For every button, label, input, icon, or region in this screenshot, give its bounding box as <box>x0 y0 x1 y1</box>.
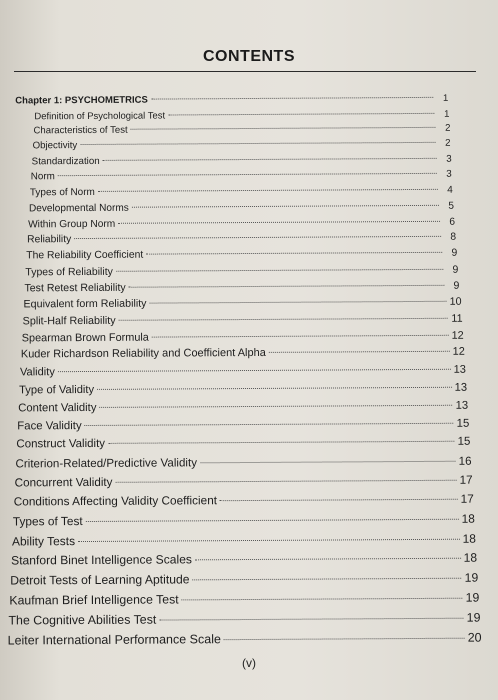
toc-entry <box>25 264 458 279</box>
toc-entry-label: Face Validity <box>17 420 82 433</box>
toc-entry-page: 3 <box>446 168 452 180</box>
toc-entry <box>15 474 473 490</box>
dot-leader <box>200 461 456 464</box>
toc-entry-label: Standardization <box>31 155 100 168</box>
toc-entry-page: 9 <box>451 247 458 259</box>
toc-entry <box>19 382 467 397</box>
dot-leader <box>151 97 434 100</box>
toc-entry <box>32 154 452 168</box>
toc-entry-page: 6 <box>449 216 456 228</box>
toc-entry-page: 1 <box>442 92 449 104</box>
toc-entry <box>12 532 476 549</box>
toc-entry-label: Ability Tests <box>11 534 76 549</box>
dot-leader <box>118 221 440 224</box>
toc-entry <box>23 296 461 311</box>
toc-entry-label: Conditions Affecting Validity Coefficient <box>13 493 218 509</box>
dot-leader <box>149 301 446 304</box>
toc-entry-page: 19 <box>466 610 481 625</box>
toc-entry-label: Detroit Tests of Learning Aptitude <box>10 572 190 588</box>
page-number-footer: (v) <box>242 656 256 670</box>
toc-entry-chapter-1 <box>15 93 448 107</box>
toc-entry <box>27 232 456 246</box>
toc-entry-page: 2 <box>445 122 451 134</box>
toc-entry <box>31 169 452 183</box>
toc-entry-label: Equivalent form Reliability <box>23 297 147 311</box>
dot-leader <box>269 351 450 353</box>
dot-leader <box>146 252 442 255</box>
toc-entry-page: 13 <box>453 363 466 376</box>
toc-entry <box>23 313 463 328</box>
dot-leader <box>195 558 461 561</box>
toc-entry-page: 8 <box>450 231 457 243</box>
toc-entry <box>9 591 479 608</box>
toc-entry-label: The Reliability Coefficient <box>26 249 144 262</box>
toc-entry-label: Kuder Richardson Reliability and Coefficient Alpha <box>20 346 266 361</box>
toc-entry-page: 20 <box>467 630 482 645</box>
toc-entry <box>26 248 457 262</box>
toc-entry-label: Construct Validity <box>16 437 106 451</box>
toc-entry-label: Types of Reliability <box>25 265 113 279</box>
toc-entry <box>15 455 471 471</box>
dot-leader <box>152 335 449 338</box>
toc-entry-label: Content Validity <box>18 401 97 415</box>
toc-entry-label: Reliability <box>27 234 72 246</box>
toc-entry <box>34 109 449 123</box>
toc-entry-label: Test Retest Reliability <box>24 281 126 295</box>
toc-entry-page: 15 <box>457 435 471 448</box>
toc-entry-page: 18 <box>462 531 477 546</box>
dot-leader <box>168 113 434 116</box>
dot-leader <box>220 499 458 501</box>
dot-leader <box>85 423 454 426</box>
toc-entry-label: Objectivity <box>32 140 78 152</box>
toc-entry <box>10 571 478 588</box>
toc-entry-label: Within Group Norm <box>28 218 116 231</box>
toc-entry-label: Validity <box>19 366 55 379</box>
toc-entry-page: 19 <box>465 590 480 605</box>
toc-entry-page: 18 <box>463 550 478 565</box>
toc-entry-page: 4 <box>447 184 453 196</box>
dot-leader <box>193 578 462 581</box>
toc-entry <box>30 185 453 199</box>
dot-leader <box>182 598 463 601</box>
dot-leader <box>98 189 438 192</box>
toc-entry <box>33 123 450 137</box>
dot-leader <box>58 173 437 176</box>
toc-entry-label: Split-Half Reliability <box>22 314 116 328</box>
toc-entry-label: The Cognitive Abilities Test <box>8 612 157 628</box>
toc-entry-page: 2 <box>445 137 451 149</box>
toc-entry <box>13 512 475 529</box>
toc-entry <box>24 280 459 295</box>
toc-entry-page: 13 <box>454 381 468 394</box>
toc-entry-page: 17 <box>460 491 474 506</box>
dot-leader <box>115 480 456 483</box>
toc-entry <box>33 138 451 152</box>
toc-entry <box>29 201 454 215</box>
toc-entry <box>20 364 466 379</box>
toc-entry-page: 18 <box>461 511 475 526</box>
toc-entry-label: Developmental Norms <box>28 202 129 215</box>
toc-entry-label: Characteristics of Test <box>33 124 128 137</box>
toc-entry-page: 3 <box>446 153 452 165</box>
dot-leader <box>116 269 443 272</box>
toc-entry <box>14 492 474 509</box>
dot-leader <box>74 236 441 239</box>
dot-leader <box>132 205 439 208</box>
dot-leader <box>80 142 435 145</box>
toc-entry-page: 17 <box>459 473 473 487</box>
toc-entry-label: Spearman Brown Formula <box>21 331 149 345</box>
toc-entry-page: 9 <box>452 263 459 276</box>
toc-entry <box>28 217 455 231</box>
toc-entry-label: Norm <box>30 171 55 183</box>
toc-entry-label: Types of Test <box>12 514 83 529</box>
toc-entry-label: Types of Norm <box>29 186 95 199</box>
dot-leader <box>86 519 459 522</box>
toc-entry <box>22 330 464 345</box>
dot-leader <box>99 405 452 408</box>
dot-leader <box>159 618 463 621</box>
toc-entry <box>8 631 482 648</box>
page-title: CONTENTS <box>203 48 295 65</box>
toc-entry-page: 19 <box>464 570 479 585</box>
toc-entry-label: Leiter International Performance Scale <box>7 632 221 648</box>
toc-entry-label: Chapter 1: PSYCHOMETRICS <box>15 94 148 107</box>
toc-entry-label: Type of Validity <box>19 383 95 397</box>
dot-leader <box>97 387 451 390</box>
toc-entry-label: Concurrent Validity <box>14 475 113 490</box>
toc-entry <box>11 551 477 568</box>
toc-entry <box>18 400 468 415</box>
toc-entry-page: 11 <box>451 312 463 325</box>
dot-leader <box>119 318 448 321</box>
toc-entry-label: Stanford Binet Intelligence Scales <box>11 552 192 568</box>
dot-leader <box>131 127 436 130</box>
toc-entry-page: 16 <box>458 454 472 468</box>
toc-entry-label: Definition of Psychological Test <box>34 110 166 123</box>
toc-entry-label: Kaufman Brief Intelligence Test <box>9 592 179 608</box>
toc-entry-page: 15 <box>456 417 470 430</box>
toc-entry-page: 9 <box>453 279 460 292</box>
toc-entry-page: 13 <box>455 399 469 412</box>
dot-leader <box>108 441 455 444</box>
toc-entry <box>21 346 465 361</box>
toc-entry-page: 1 <box>444 108 450 120</box>
dot-leader <box>58 369 451 372</box>
toc-entry <box>16 436 470 451</box>
toc-entry <box>8 611 480 628</box>
dot-leader <box>129 285 445 288</box>
dot-leader <box>78 539 459 542</box>
dot-leader <box>224 638 465 640</box>
toc-entry-label: Criterion-Related/Predictive Validity <box>15 456 198 471</box>
dot-leader <box>103 158 437 161</box>
toc-entry <box>17 418 469 433</box>
toc-entry-page: 5 <box>448 200 454 212</box>
toc-entry-page: 12 <box>452 345 465 358</box>
toc-entry-page: 10 <box>449 295 462 308</box>
toc-entry-page: 12 <box>451 329 464 342</box>
